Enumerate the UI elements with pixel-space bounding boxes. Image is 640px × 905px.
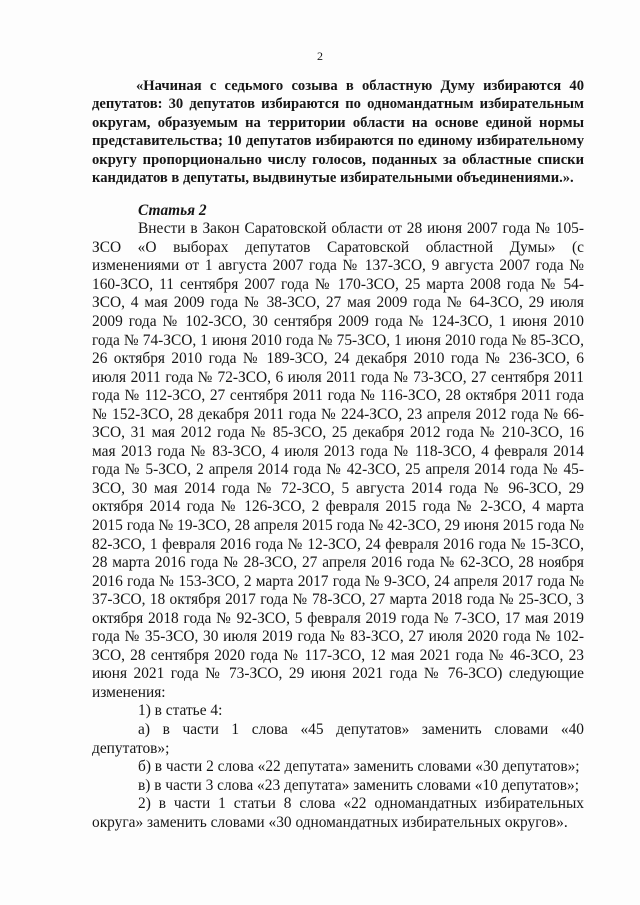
- article-heading: Статья 2: [138, 201, 207, 219]
- change-item: в) в части 3 слова «23 депутата» заменить словами «10 депутатов»;: [138, 776, 580, 794]
- document-body: [92, 77, 584, 832]
- quote-paragraph: «Начиная с седьмого созыва в областную Думу избираются 40 депутатов: 30 депутатов избираются по одномандатным избирательным округам, образуемым на территории области на основе единой нормы представительства; 10 депутатов избираются по единому избирательному округу пропорционально числу голосов, поданных за областные списки кандидатов в депутаты, выдвинутые избирательными объединениями.».: [92, 78, 584, 187]
- article-body-paragraph: Внести в Закон Саратовской области от 28 июня 2007 года № 105-ЗСО «О выборах депутатов Саратовской областной Думы» (с изменениями от 1 августа 2007 года № 137-ЗСО, 9 августа 2007 года № 160-ЗСО, 11 сентября 2007 года № 170-ЗСО, 25 марта 2008 года № 54-ЗСО, 4 мая 2009 года № 38-ЗСО, 27 мая 2009 года № 64-ЗСО, 29 июля 2009 года № 102-ЗСО, 30 сентября 2009 года № 124-ЗСО, 1 июня 2010 года № 74-ЗСО, 1 июня 2010 года № 75-ЗСО, 1 июня 2010 года № 85-ЗСО, 26 октября 2010 года № 189-ЗСО, 24 декабря 2010 года № 236-ЗСО, 6 июля 2011 года № 72-ЗСО, 6 июля 2011 года № 73-ЗСО, 27 сентября 2011 года № 112-ЗСО, 27 сентября 2011 года № 116-ЗСО, 28 октября 2011 года № 152-ЗСО, 28 декабря 2011 года № 224-ЗСО, 23 апреля 2012 года № 66-ЗСО, 31 мая 2012 года № 85-ЗСО, 25 декабря 2012 года № 210-ЗСО, 16 мая 2013 года № 83-ЗСО, 4 июля 2013 года № 118-ЗСО, 4 февраля 2014 года № 5-ЗСО, 2 апреля 2014 года № 42-ЗСО, 25 апреля 2014 года № 45-ЗСО, 30 мая 2014 года № 72-ЗСО, 5 августа 2014 года № 96-ЗСО, 29 октября 2014 года № 126-ЗСО, 2 февраля 2015 года № 2-ЗСО, 4 марта 2015 года № 19-ЗСО, 28 апреля 2015 года № 42-ЗСО, 29 июня 2015 года № 82-ЗСО, 1 февраля 2016 года № 12-ЗСО, 24 февраля 2016 года № 15-ЗСО, 28 марта 2016 года № 28-ЗСО, 27 апреля 2016 года № 62-ЗСО, 28 ноября 2016 года № 153-ЗСО, 2 марта 2017 года № 9-ЗСО, 24 апреля 2017 года № 37-ЗСО, 18 октября 2017 года № 78-ЗСО, 27 марта 2018 года № 25-ЗСО, 3 октября 2018 года № 92-ЗСО, 5 февраля 2019 года № 7-ЗСО, 17 мая 2019 года № 35-ЗСО, 30 июля 2019 года № 83-ЗСО, 27 июля 2020 года № 102-ЗСО, 28 сентября 2020 года № 117-ЗСО, 12 мая 2021 года № 46-ЗСО, 23 июня 2021 года № 73-ЗСО, 29 июня 2021 года № 76-ЗСО) следующие изменения:: [92, 220, 584, 701]
- change-item: 2) в части 1 статьи 8 слова «22 одномандатных избирательных округа» заменить словами «30 одномандатных избирательных округов».: [92, 795, 584, 831]
- change-item: б) в части 2 слова «22 депутата» заменить словами «30 депутатов»;: [138, 758, 580, 776]
- change-item: 1) в статье 4:: [138, 702, 223, 720]
- change-item: а) в части 1 слова «45 депутатов» заменить словами «40 депутатов»;: [92, 721, 584, 757]
- page-number: 2: [317, 49, 323, 63]
